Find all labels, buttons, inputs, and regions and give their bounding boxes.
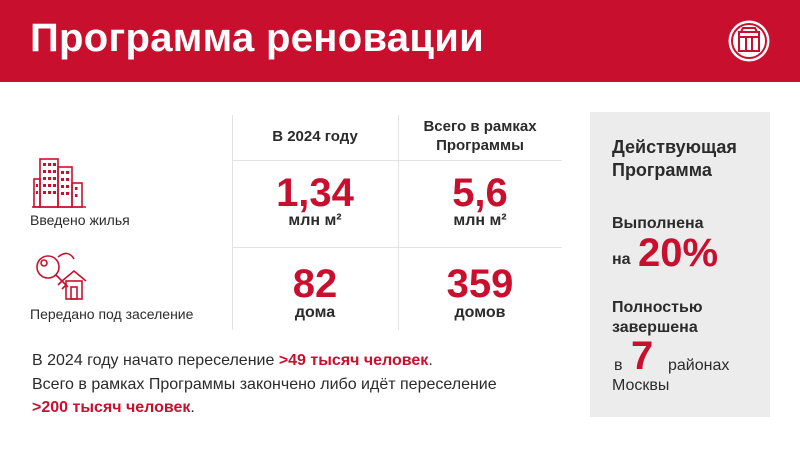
housing-2024-value: 1,34 — [276, 171, 354, 215]
complete-districts-count: 7 — [631, 334, 654, 378]
note-line-total-value: >200 тысяч человек. — [32, 399, 195, 416]
complete-prefix: в — [614, 357, 623, 374]
key-house-icon — [28, 245, 96, 303]
done-label: Выполнена — [612, 215, 704, 232]
moscow-construction-logo-icon — [727, 19, 771, 63]
table-divider — [232, 247, 562, 248]
complete-label-1: Полностью — [612, 299, 703, 316]
table-divider — [398, 115, 399, 330]
panel-title: Действующая Программа — [612, 137, 737, 180]
page-title: Программа реновации — [30, 16, 485, 60]
houses-2024-value: 82 — [292, 262, 338, 306]
column-header-2024: В 2024 году — [272, 128, 358, 145]
row-label-housing: Введено жилья — [30, 212, 130, 228]
houses-total-unit: домов — [454, 304, 506, 321]
header-bar — [0, 0, 800, 82]
table-divider — [232, 115, 233, 330]
done-prefix: на — [612, 251, 631, 268]
row-label-transferred: Передано под заселение — [30, 306, 194, 322]
column-header-total: Всего в рамках Программы — [423, 118, 537, 154]
apartment-buildings-icon — [30, 153, 88, 209]
table-divider — [232, 160, 562, 161]
housing-total-unit: млн м² — [453, 212, 507, 229]
complete-label-2: завершена — [612, 319, 698, 336]
houses-total-value: 359 — [446, 262, 514, 306]
note-line-2024: В 2024 году начато переселение >49 тысяч человек. — [32, 352, 433, 369]
housing-total-value: 5,6 — [452, 171, 508, 215]
housing-2024-unit: млн м² — [288, 212, 342, 229]
done-percent: 20% — [638, 231, 719, 275]
complete-suffix: районах — [668, 357, 730, 374]
complete-city: Москвы — [612, 377, 670, 394]
houses-2024-unit: дома — [294, 304, 336, 321]
note-line-total: Всего в рамках Программы закончено либо идёт переселение — [32, 376, 497, 393]
